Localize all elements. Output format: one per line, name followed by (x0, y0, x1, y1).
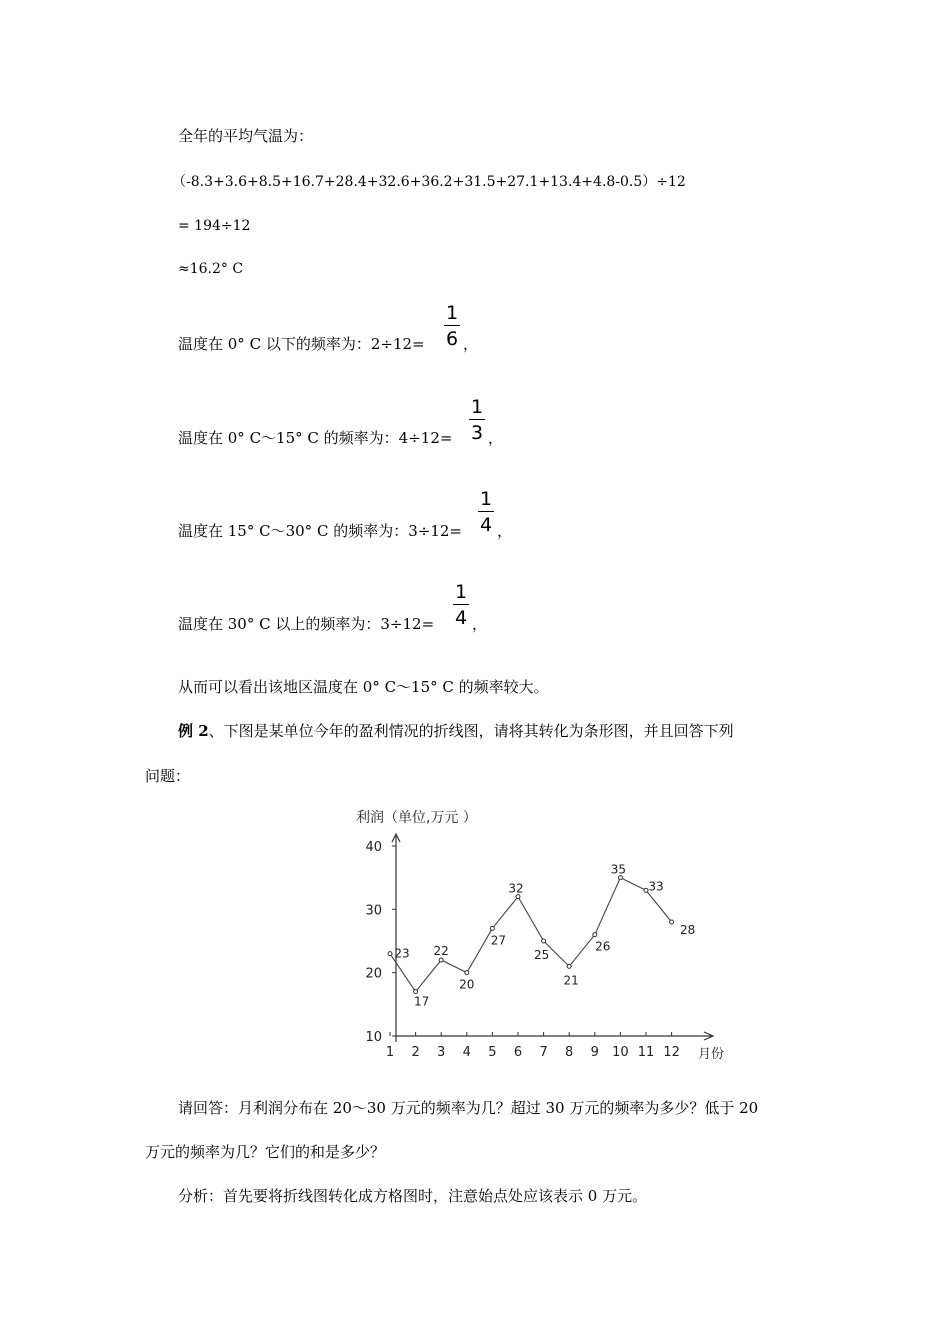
data-label: 26 (595, 939, 611, 954)
x-tick-label: 11 (637, 1045, 655, 1060)
x-tick-label: 6 (513, 1045, 523, 1060)
data-point (593, 933, 597, 937)
question-line-2: 万元的频率为几？它们的和是多少？ (145, 1143, 386, 1161)
y-tick-label: 30 (365, 903, 382, 919)
x-tick-label: 4 (462, 1045, 471, 1060)
x-tick-label: 2 (411, 1045, 420, 1060)
y-tick-label: 20 (365, 966, 382, 982)
freq-tail: ， (488, 429, 504, 447)
freq-line (178, 521, 462, 541)
data-label: 27 (490, 933, 507, 948)
freq-line (178, 334, 425, 354)
fraction-denominator: 6 (445, 328, 459, 350)
analysis: 分析：首先要将折线图转化成方格图时，注意始点处应该表示 0 万元。 (178, 1187, 648, 1205)
x-tick-label: 12 (663, 1045, 680, 1060)
ticks (365, 840, 679, 1060)
example-2-line-1 (178, 721, 734, 741)
fraction-bar (453, 604, 469, 605)
fraction (478, 488, 494, 536)
fraction-denominator: 3 (470, 422, 484, 444)
data-label: 22 (433, 944, 449, 958)
x-tick-label: 5 (488, 1045, 497, 1060)
data-label: 25 (533, 948, 550, 962)
fraction-bar (478, 511, 494, 512)
data-label: 35 (610, 862, 627, 877)
x-axis-label: 月份 (698, 1047, 725, 1062)
y-axis-label: 利润（单位,万元 ） (356, 810, 477, 826)
fraction-denominator: 4 (454, 607, 468, 629)
equation-2: ≈16.2° C (178, 261, 244, 277)
axes (392, 834, 713, 1042)
data-point (490, 926, 494, 930)
fraction-numerator: 1 (454, 581, 468, 603)
data-point (567, 964, 571, 968)
fraction-bar (444, 325, 460, 326)
data-point (670, 920, 674, 924)
freq-text: 温度在 0° C 以下的频率为：2÷12= (178, 335, 425, 353)
formula: （-8.3+3.6+8.5+16.7+28.4+32.6+36.2+31.5+27.1+13.4+4.8-0.5）÷12 (172, 174, 686, 190)
data-label: 20 (459, 977, 475, 992)
x-tick-label: 10 (612, 1045, 629, 1060)
data-point (388, 952, 392, 956)
x-tick-label: 1 (385, 1045, 395, 1060)
freq-text: 温度在 15° C～30° C 的频率为：3÷12= (178, 522, 462, 540)
freq-text: 温度在 30° C 以上的频率为：3÷12= (178, 615, 435, 633)
fraction-bar (469, 419, 485, 420)
x-tick-label: 9 (590, 1045, 599, 1060)
data-point (465, 971, 469, 975)
freq-tail: ， (497, 522, 513, 540)
fraction (469, 396, 485, 444)
x-tick-label: 8 (565, 1045, 574, 1060)
avg-title: 全年的平均气温为： (178, 127, 314, 145)
freq-text: 温度在 0° C～15° C 的频率为：4÷12= (178, 429, 453, 447)
freq-line (178, 614, 434, 634)
data-point (414, 990, 418, 994)
fraction-numerator: 1 (479, 488, 493, 510)
freq-tail: ， (472, 615, 488, 633)
equation-1: = 194÷12 (178, 218, 251, 234)
y-tick-label: 40 (365, 840, 382, 855)
x-tick-label: 7 (539, 1045, 548, 1060)
fraction (444, 302, 460, 350)
fraction-numerator: 1 (470, 396, 484, 418)
example-label: 例 2 (178, 722, 209, 740)
freq-line (178, 428, 452, 448)
data-label: 28 (679, 923, 696, 937)
data-label: 33 (648, 879, 664, 894)
y-tick-label: 10 (365, 1030, 382, 1045)
series (388, 863, 695, 1009)
question-line-1: 请回答：月利润分布在 20～30 万元的频率为几？超过 30 万元的频率为多少？低于 20 (178, 1099, 759, 1117)
fraction (453, 581, 469, 629)
data-label: 23 (394, 946, 410, 961)
data-point (542, 939, 546, 943)
example-text: 、下图是某单位今年的盈利情况的折线图，请将其转化为条形图，并且回答下列 (208, 722, 734, 740)
data-point (439, 958, 443, 962)
data-label: 32 (508, 881, 524, 896)
conclusion: 从而可以看出该地区温度在 0° C～15° C 的频率较大。 (178, 678, 549, 696)
x-tick-label: 3 (437, 1045, 446, 1060)
data-label: 21 (563, 973, 579, 988)
fraction-numerator: 1 (445, 302, 459, 324)
profit-line-chart (350, 800, 730, 1062)
freq-tail: ， (463, 335, 479, 353)
fraction-denominator: 4 (479, 514, 493, 536)
data-label: 17 (413, 994, 430, 1009)
example-2-line-2: 问题： (145, 767, 191, 785)
series-line (390, 878, 672, 992)
